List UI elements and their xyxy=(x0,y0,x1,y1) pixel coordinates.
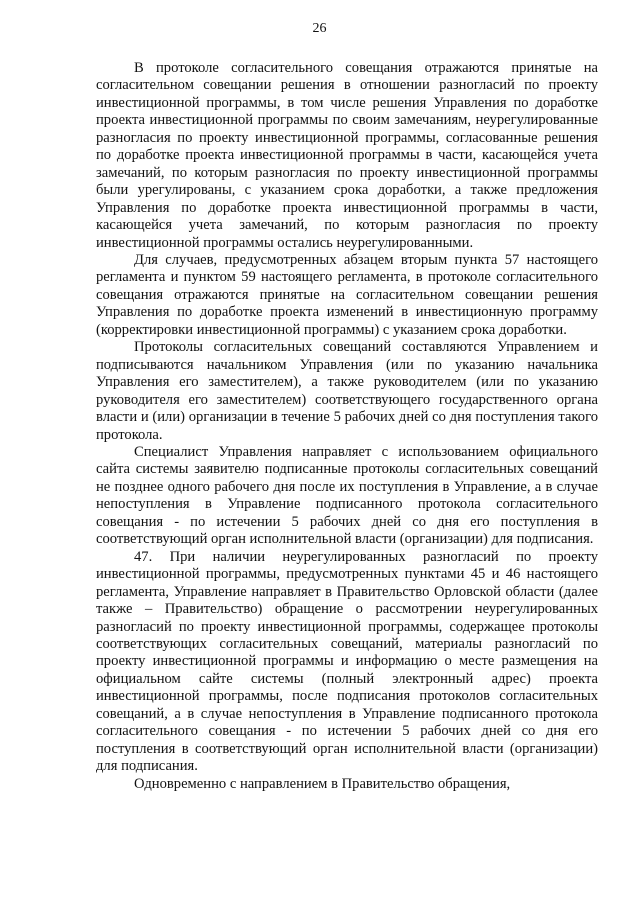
paragraph-simultaneously: Одновременно с направлением в Правительство обращения, xyxy=(134,775,511,792)
paragraph-item-47: 47. При наличии неурегулированных разногласий по проекту инвестиционной программы, предусмотренных пунктами 45 и 46 настоящего регламента, Управление направляет в Правительство Орловской области (далее также – Правительство) обращение о рассмотрении неурегулированных разногласий по проекту инвестиционной программы, содержащее протоколы соответствующих согласительных совещаний, материалы разногласий по проекту инвестиционной программы и информацию о месте размещения на официальном сайте системы (полный электронный адрес) проекта инвестиционной программы, после подписания протоколов согласительных совещаний, а в случае непоступления в Управление подписанного протокола согласительного совещания - по истечении 5 рабочих дней со дня его поступления в соответствующий орган исполнительной власти (организации) для подписания. xyxy=(96,548,598,775)
document-body xyxy=(96,60,598,793)
page-number: 26 xyxy=(312,21,327,36)
paragraph-specialist-sends: Специалист Управления направляет с использованием официального сайта системы заявителю подписанные протоколы согласительных совещаний не позднее одного рабочего дня после их поступления в Управление, а в случае непоступления в Управление подписанного протокола согласительного совещания - по истечении 5 рабочих дней со дня его поступления в соответствующий орган исполнительной власти (организации) для подписания. xyxy=(96,443,598,548)
paragraph-special-cases: Для случаев, предусмотренных абзацем вторым пункта 57 настоящего регламента и пунктом 59 настоящего регламента, в протоколе согласительного совещания отражаются принятые на согласительном совещании решения Управления по доработке проекта изменений в инвестиционную программу (корректировки инвестиционной программы) с указанием срока доработки. xyxy=(96,251,598,338)
paragraph-protocol-content: В протоколе согласительного совещания отражаются принятые на согласительном совещании решения в отношении разногласий по проекту инвестиционной программы, в том числе решения Управления по доработке проекта инвестиционной программы по своим замечаниям, неурегулированные разногласия по проекту инвестиционной программы, согласованные решения по доработке проекта инвестиционной программы в части, касающейся учета замечаний, по которым разногласия по проекту инвестиционной программы были урегулированы, с указанием срока доработки, а также предложения Управления по доработке проекта инвестиционной программы в части, касающейся учета замечаний, по которым разногласия по проекту инвестиционной программы остались неурегулированными. xyxy=(96,60,598,251)
paragraph-protocol-signing: Протоколы согласительных совещаний составляются Управлением и подписываются начальником Управления (или по указанию начальника Управления его заместителем), а также руководителем (или по указанию руководителя его заместителем) соответствующего государственного органа власти и (или) организации в течение 5 рабочих дней со дня поступления такого протокола. xyxy=(96,339,598,443)
